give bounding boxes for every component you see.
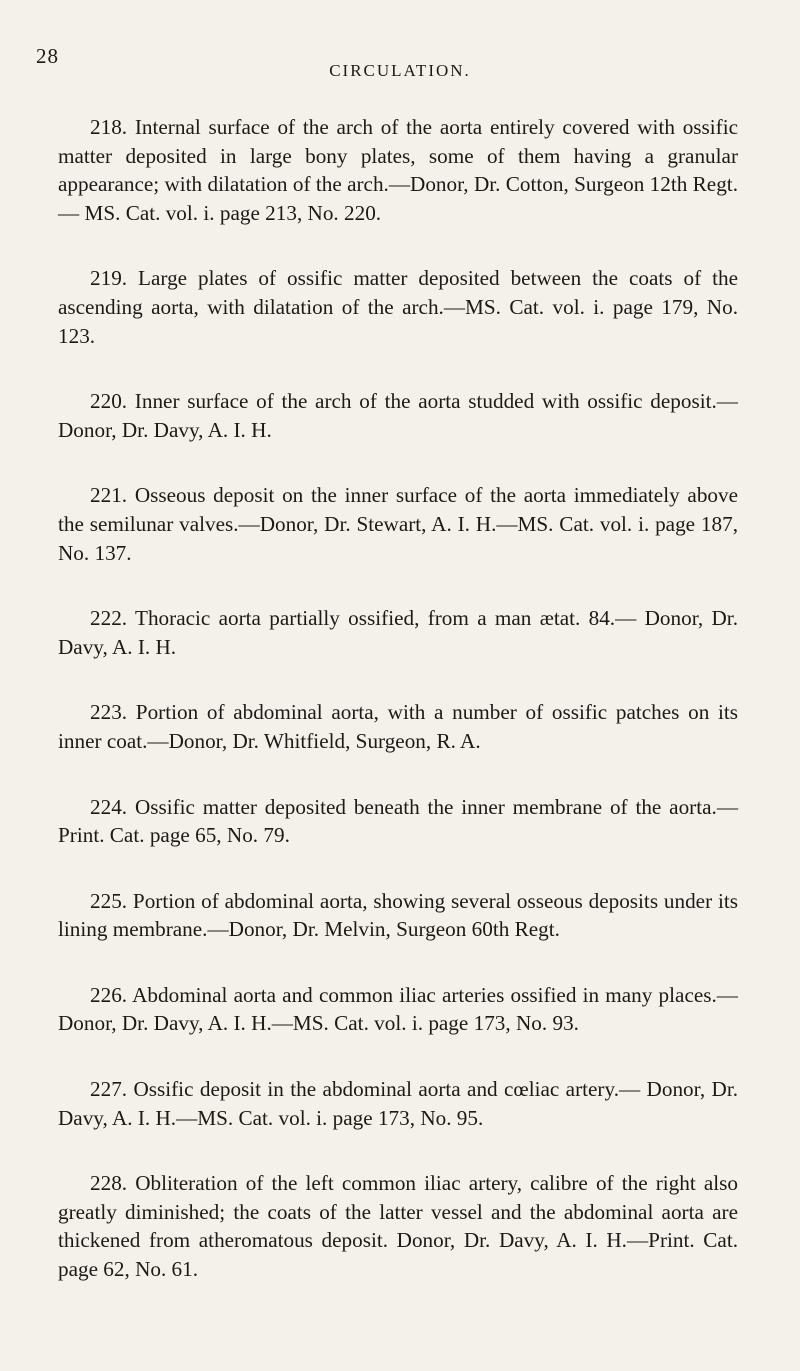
entry-text: Internal surface of the arch of the aorta entirely covered with ossific matter deposited in large bony plates, some of them having a granular appearance; with dilatation of the arch.—Donor, Dr. Cotton, Surgeon 12th Regt. — MS. Cat. vol. i. page 213, No. 220.: [58, 115, 739, 225]
entry-number: 225.: [90, 888, 128, 913]
entry-number: 228.: [90, 1171, 128, 1196]
running-title: CIRCULATION.: [329, 61, 471, 80]
entry-number: 221.: [90, 483, 128, 508]
catalogue-entries: [58, 113, 738, 1321]
entry-text: Portion of abdominal aorta, showing several osseous deposits under its lining membrane.—Donor, Dr. Melvin, Surgeon 60th Regt.: [58, 888, 738, 942]
entry-number: 220.: [90, 389, 128, 414]
entry-text: Ossific deposit in the abdominal aorta and cœliac artery.— Donor, Dr. Davy, A. I. H.—MS. Cat. vol. i. page 173, No. 95.: [58, 1077, 739, 1130]
catalogue-entry: [58, 264, 738, 350]
entry-text: Inner surface of the arch of the aorta studded with ossific deposit.—Donor, Dr. Davy, A. I. H.: [58, 389, 738, 442]
catalogue-entry: [58, 604, 738, 661]
catalogue-entry: [58, 887, 738, 944]
catalogue-entry: [58, 1075, 738, 1132]
entry-number: 222.: [90, 606, 128, 631]
catalogue-entry: [58, 387, 738, 444]
entry-number: 224.: [90, 794, 128, 819]
entry-text: Abdominal aorta and common iliac arteries ossified in many places.—Donor, Dr. Davy, A. I. H.—MS. Cat. vol. i. page 173, No. 93.: [58, 982, 738, 1036]
entry-number: 223.: [90, 700, 128, 725]
entry-text: Osseous deposit on the inner surface of the aorta immediately above the semilunar valves.—Donor, Dr. Stewart, A. I. H.—MS. Cat. vol. i. page 187, No. 137.: [58, 483, 739, 565]
entry-text: Obliteration of the left common iliac artery, calibre of the right also greatly diminished; the coats of the latter vessel and the abdominal aorta are thickened from atheromatous deposit. Donor, Dr. Davy, A. I. H.—Print. Cat. page 62, No. 61.: [58, 1171, 739, 1282]
entry-number: 219.: [90, 266, 128, 291]
entry-text: Thoracic aorta partially ossified, from a man ætat. 84.— Donor, Dr. Davy, A. I. H.: [58, 606, 738, 659]
catalogue-entry: [58, 981, 738, 1038]
catalogue-entry: [58, 481, 738, 567]
entry-number: 226.: [90, 982, 128, 1007]
entry-text: Portion of abdominal aorta, with a number of ossific patches on its inner coat.—Donor, Dr. Whitfield, Surgeon, R. A.: [58, 700, 739, 753]
catalogue-entry: [58, 113, 738, 227]
entry-text: Ossific matter deposited beneath the inner membrane of the aorta.—Print. Cat. page 65, No. 79.: [58, 794, 739, 848]
entry-text: Large plates of ossific matter deposited between the coats of the ascending aorta, with dilatation of the arch.—MS. Cat. vol. i. page 179, No. 123.: [58, 266, 738, 348]
catalogue-entry: [58, 793, 738, 850]
catalogue-entry: [58, 1169, 738, 1283]
catalogue-entry: [58, 698, 738, 755]
entry-number: 218.: [90, 115, 128, 139]
page-number: 28: [36, 44, 59, 68]
entry-number: 227.: [90, 1077, 128, 1102]
